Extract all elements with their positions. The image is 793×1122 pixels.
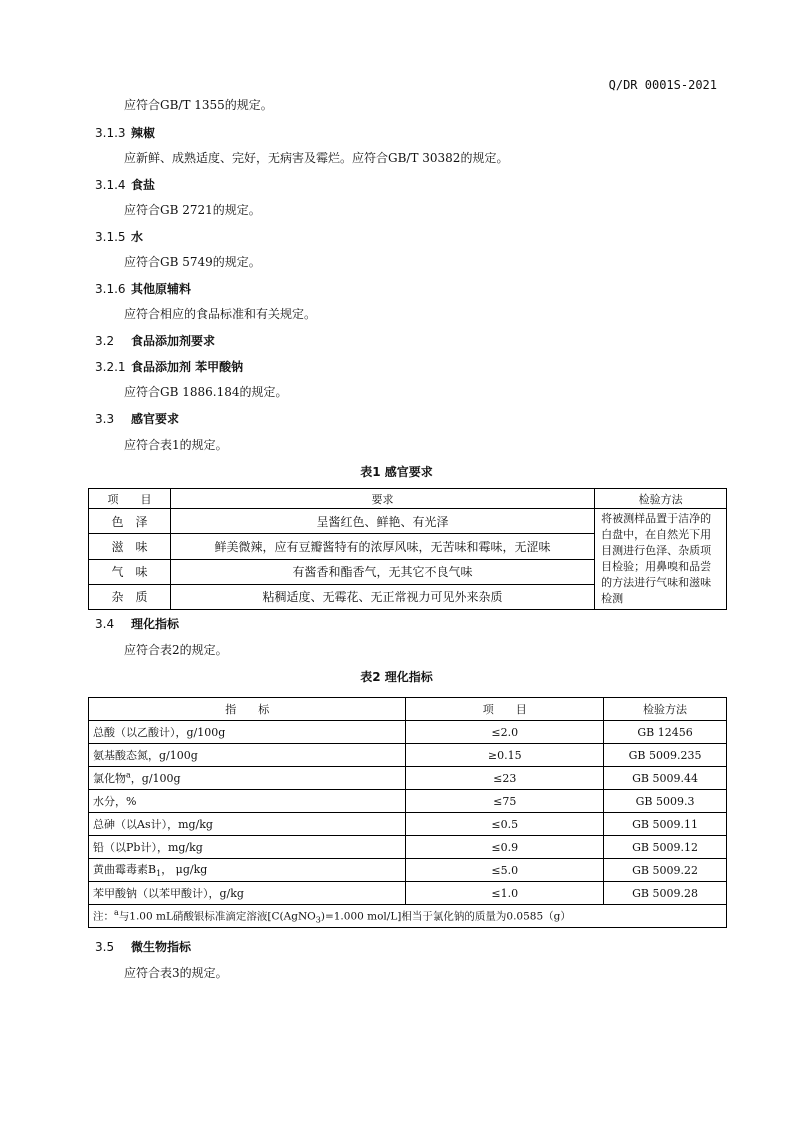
indicator-cell: 苯甲酸钠（以苯甲酸计），g/kg bbox=[89, 882, 406, 905]
limit-cell: ≤0.5 bbox=[406, 813, 604, 836]
header-cell: 检验方法 bbox=[604, 698, 727, 721]
item-cell: 色 泽 bbox=[89, 509, 171, 534]
method-cell: 将被测样品置于洁净的白盘中，在自然光下用目测进行色泽、杂质项目检验；用鼻嗅和品尝的方法进行气味和滋味检测 bbox=[595, 509, 727, 610]
indicator-cell bbox=[89, 859, 406, 882]
section-number: 3.1.6 bbox=[95, 282, 126, 296]
section-heading bbox=[95, 280, 191, 297]
section-number: 3.2.1 bbox=[95, 360, 126, 374]
subscript: 1 bbox=[156, 869, 162, 879]
note-text: )=1.000 mol/L]相当于氯化钠的质量为0.0585（g） bbox=[320, 910, 571, 923]
paragraph: 应符合表3的规定。 bbox=[124, 966, 228, 980]
table-row bbox=[89, 836, 727, 859]
section-title: 其他原辅料 bbox=[131, 282, 192, 296]
table-row bbox=[89, 721, 727, 744]
indicator-cell: 总砷（以As计），mg/kg bbox=[89, 813, 406, 836]
indicator-cell: 水分，% bbox=[89, 790, 406, 813]
note-prefix: 注： bbox=[93, 910, 114, 923]
section-title: 食品添加剂 苯甲酸钠 bbox=[131, 360, 244, 374]
table-row bbox=[89, 813, 727, 836]
table-header-row bbox=[89, 489, 727, 509]
indicator-cell: 氨基酸态氮，g/100g bbox=[89, 744, 406, 767]
header-cell: 项 目 bbox=[406, 698, 604, 721]
table-note bbox=[89, 905, 727, 928]
section-number: 3.5 bbox=[95, 940, 115, 954]
footnote-marker: a bbox=[114, 907, 119, 917]
sensory-table bbox=[88, 488, 727, 610]
method-cell: GB 5009.12 bbox=[604, 836, 727, 859]
table-row bbox=[89, 790, 727, 813]
section-title: 感官要求 bbox=[131, 412, 180, 426]
requirement-cell: 有酱香和酯香气，无其它不良气味 bbox=[170, 559, 594, 584]
paragraph: 应符合表2的规定。 bbox=[124, 643, 228, 657]
section-title: 辣椒 bbox=[131, 126, 156, 140]
table-caption: 表2 理化指标 bbox=[360, 670, 433, 684]
paragraph: 应符合表1的规定。 bbox=[124, 438, 228, 452]
indicator-unit: ，g/100g bbox=[130, 772, 181, 785]
method-cell: GB 12456 bbox=[604, 721, 727, 744]
section-heading bbox=[95, 228, 143, 245]
indicator-text: 黄曲霉毒素B bbox=[93, 863, 157, 877]
limit-cell: ≤1.0 bbox=[406, 882, 604, 905]
document-code: Q/DR 0001S-2021 bbox=[608, 78, 717, 92]
limit-cell: ≤75 bbox=[406, 790, 604, 813]
method-cell: GB 5009.11 bbox=[604, 813, 727, 836]
section-heading bbox=[95, 938, 191, 955]
section-title: 食盐 bbox=[131, 178, 156, 192]
section-title: 食品添加剂要求 bbox=[131, 334, 216, 348]
table-caption: 表1 感官要求 bbox=[360, 465, 433, 479]
paragraph: 应符合GB 5749的规定。 bbox=[124, 255, 261, 269]
method-cell: GB 5009.28 bbox=[604, 882, 727, 905]
header-cell: 检验方法 bbox=[595, 489, 727, 509]
section-number: 3.1.5 bbox=[95, 230, 126, 244]
table-row bbox=[89, 859, 727, 882]
indicator-text: 氯化物 bbox=[93, 772, 126, 785]
requirement-cell: 鲜美微辣，应有豆瓣酱特有的浓厚风味，无苦味和霉味，无涩味 bbox=[170, 534, 594, 559]
limit-cell: ≤2.0 bbox=[406, 721, 604, 744]
limit-cell: ≥0.15 bbox=[406, 744, 604, 767]
physicochemical-table bbox=[88, 697, 727, 928]
header-cell: 指 标 bbox=[89, 698, 406, 721]
section-number: 3.1.3 bbox=[95, 126, 126, 140]
section-number: 3.4 bbox=[95, 617, 115, 631]
section-title: 理化指标 bbox=[131, 617, 180, 631]
section-title: 微生物指标 bbox=[131, 940, 192, 954]
item-cell: 滋 味 bbox=[89, 534, 171, 559]
subscript: 3 bbox=[315, 915, 321, 925]
method-cell: GB 5009.235 bbox=[604, 744, 727, 767]
indicator-cell: 总酸（以乙酸计），g/100g bbox=[89, 721, 406, 744]
paragraph: 应符合GB/T 1355的规定。 bbox=[124, 98, 273, 112]
indicator-cell: 铅（以Pb计），mg/kg bbox=[89, 836, 406, 859]
table-row bbox=[89, 882, 727, 905]
section-number: 3.1.4 bbox=[95, 178, 126, 192]
paragraph: 应符合GB 2721的规定。 bbox=[124, 203, 261, 217]
method-cell: GB 5009.44 bbox=[604, 767, 727, 790]
paragraph: 应符合GB 1886.184的规定。 bbox=[124, 385, 288, 399]
indicator-unit: ， μg/kg bbox=[161, 863, 208, 877]
paragraph: 应新鲜、成熟适度、完好，无病害及霉烂。应符合GB/T 30382的规定。 bbox=[124, 151, 509, 165]
section-heading bbox=[95, 358, 243, 375]
footnote-marker: a bbox=[126, 770, 131, 780]
header-cell: 要求 bbox=[170, 489, 594, 509]
requirement-cell: 呈酱红色、鲜艳、有光泽 bbox=[170, 509, 594, 534]
table-row bbox=[89, 767, 727, 790]
table-note-row bbox=[89, 905, 727, 928]
section-number: 3.3 bbox=[95, 412, 115, 426]
requirement-cell: 粘稠适度、无霉花、无正常视力可见外来杂质 bbox=[170, 584, 594, 609]
section-number: 3.2 bbox=[95, 334, 115, 348]
table-row bbox=[89, 509, 727, 534]
section-title: 水 bbox=[131, 230, 144, 244]
limit-cell: ≤23 bbox=[406, 767, 604, 790]
indicator-cell bbox=[89, 767, 406, 790]
paragraph: 应符合相应的食品标准和有关规定。 bbox=[124, 307, 317, 321]
section-heading bbox=[95, 176, 155, 193]
limit-cell: ≤0.9 bbox=[406, 836, 604, 859]
section-heading bbox=[95, 124, 155, 141]
section-heading bbox=[95, 410, 179, 427]
section-heading bbox=[95, 332, 215, 349]
limit-cell: ≤5.0 bbox=[406, 859, 604, 882]
section-heading bbox=[95, 615, 179, 632]
method-cell: GB 5009.22 bbox=[604, 859, 727, 882]
header-cell: 项 目 bbox=[89, 489, 171, 509]
item-cell: 气 味 bbox=[89, 559, 171, 584]
item-cell: 杂 质 bbox=[89, 584, 171, 609]
method-cell: GB 5009.3 bbox=[604, 790, 727, 813]
note-text: 与1.00 mL硝酸银标准滴定溶液[C(AgNO bbox=[118, 910, 316, 923]
table-header-row bbox=[89, 698, 727, 721]
table-row bbox=[89, 744, 727, 767]
